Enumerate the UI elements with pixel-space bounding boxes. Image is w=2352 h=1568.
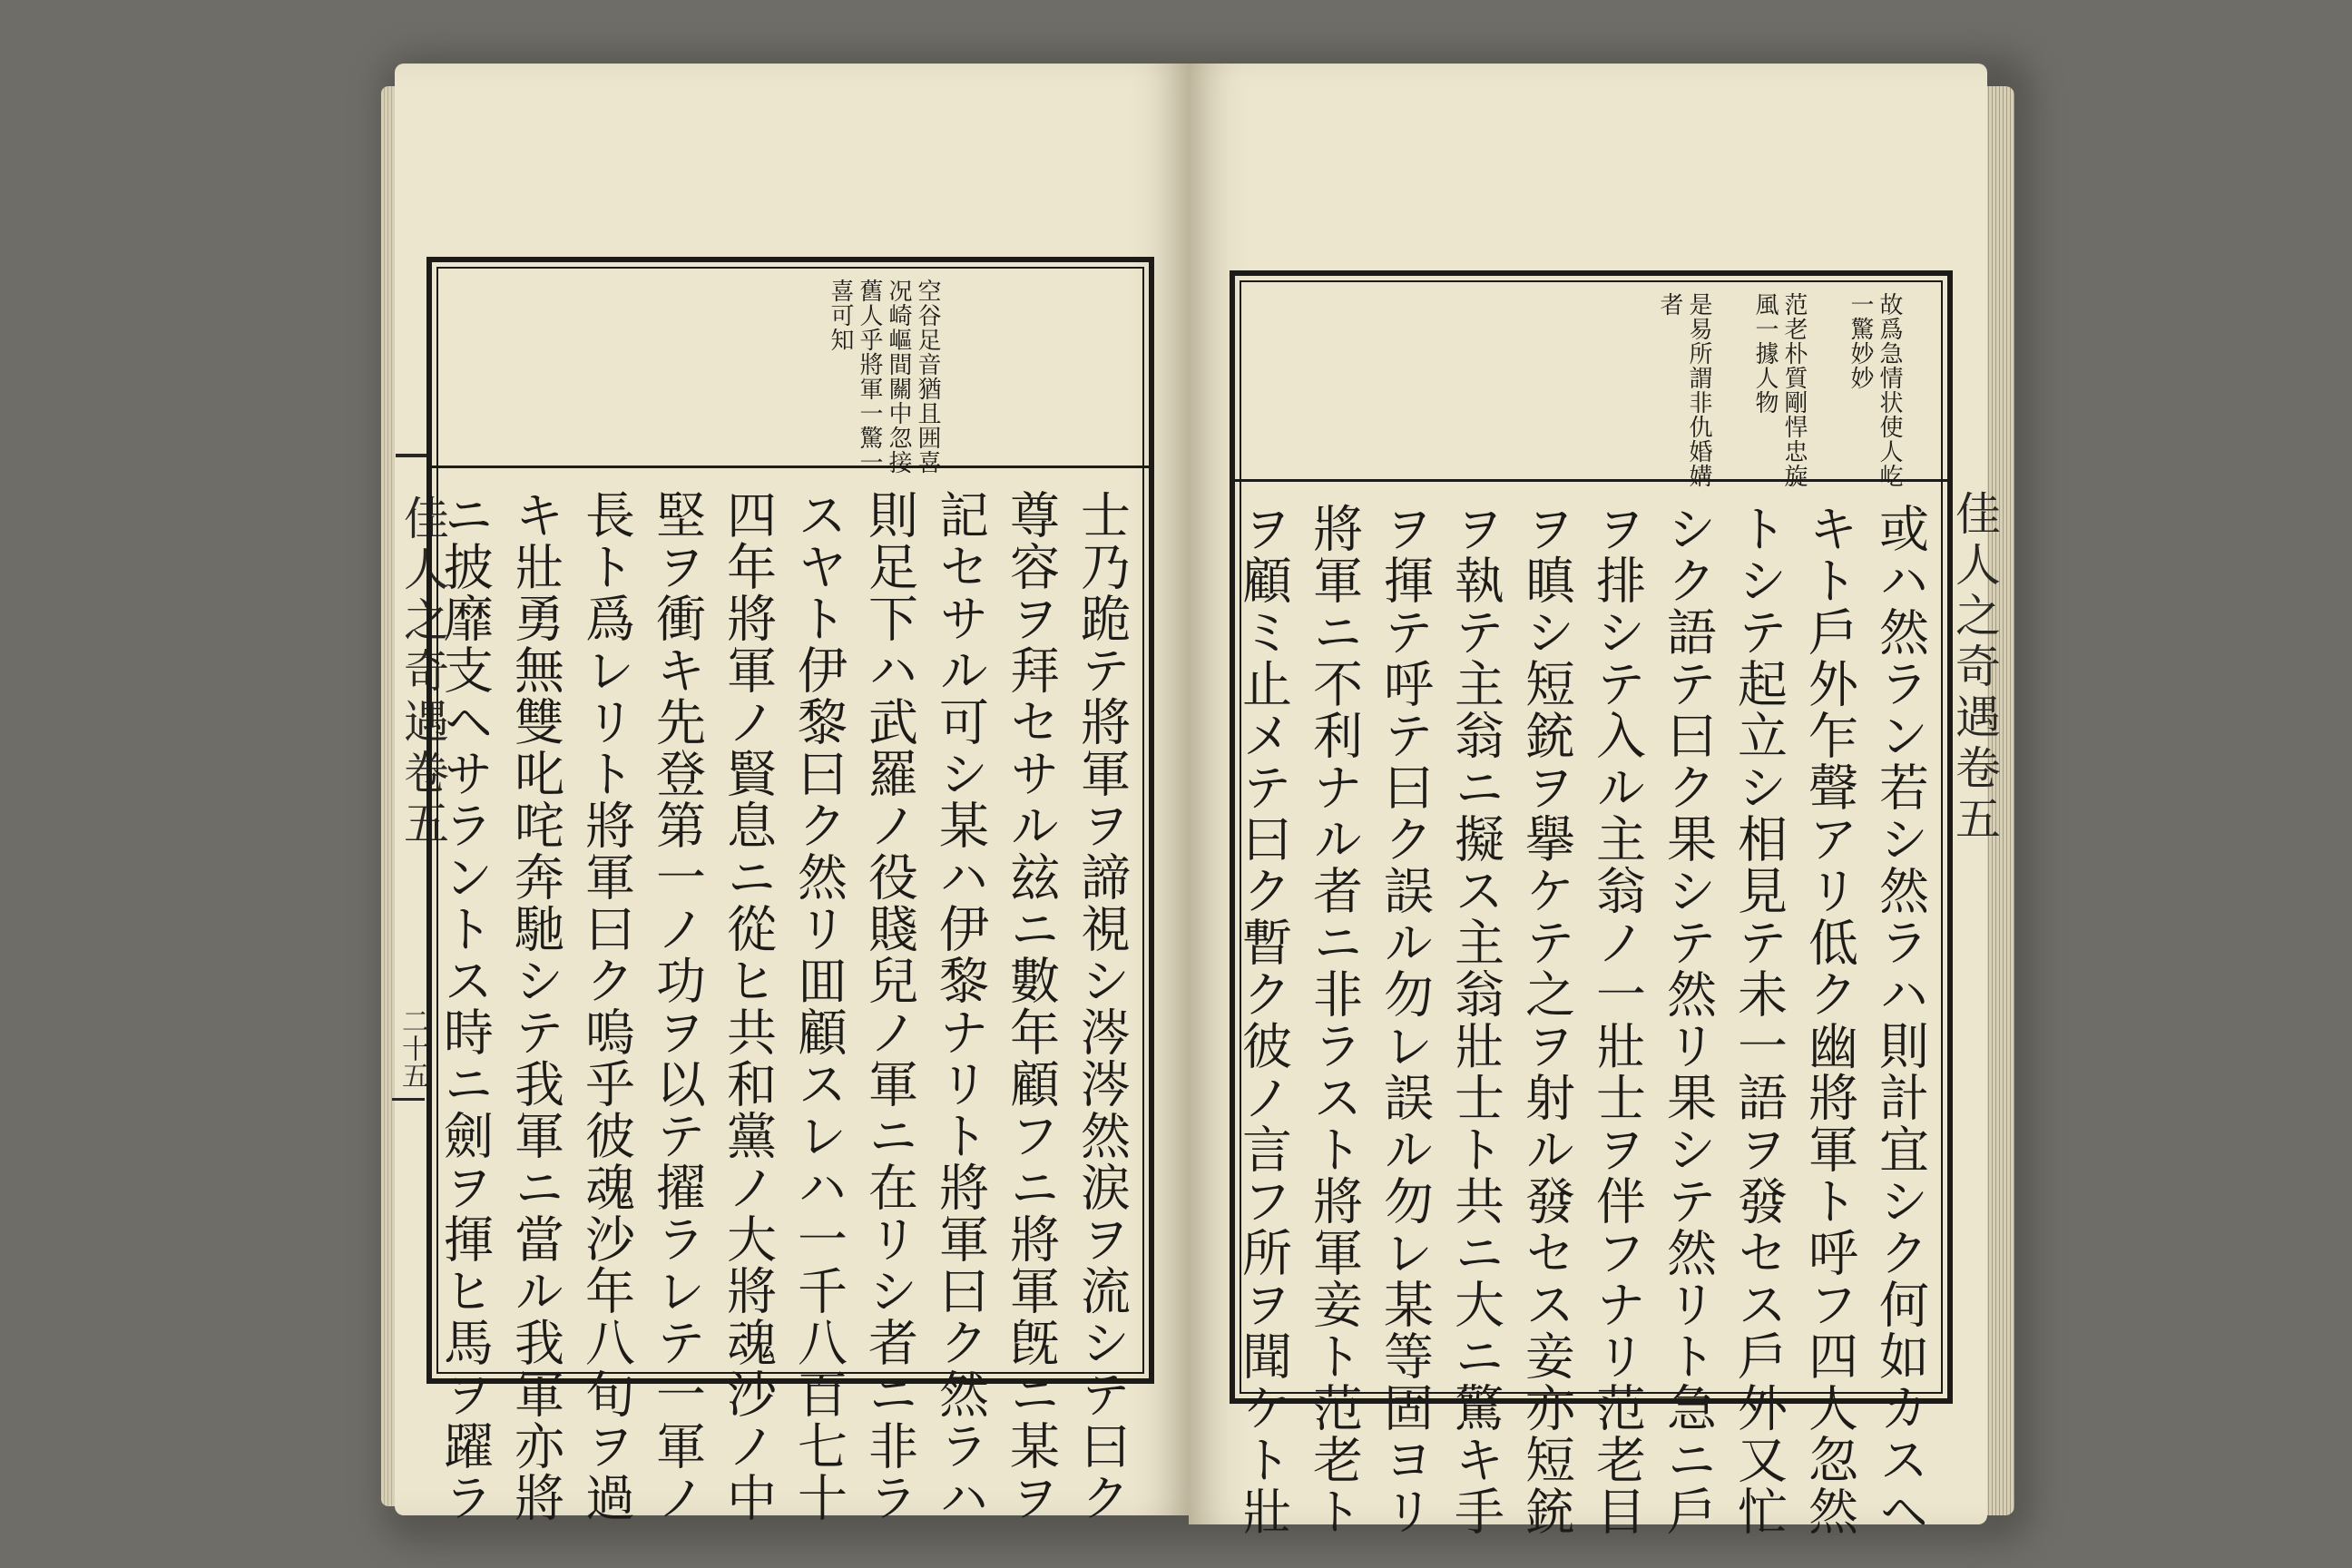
text-line: キ壯勇無雙叱咤奔馳シテ我軍ニ當ル我軍亦將 [506,489,564,1524]
headnote-line: 喜可知 [827,279,854,352]
left-gutter-title: 佳人之奇遇卷五 [397,495,449,850]
text-line: ヲ排シテ入ル主翁ノ一壯士ヲ伴フナリ范老目 [1588,503,1646,1537]
text-line: 記セサル可シ某ハ伊黎ナリト將軍曰ク然ラハ [931,489,989,1524]
headnote-line: 一驚妙妙 [1847,292,1874,390]
text-line: ヲ顧ミ止メテ曰ク暫ク彼ノ言フ所ヲ聞ケト壯 [1234,503,1292,1537]
text-line: キト戶外乍聲アリ低ク幽將軍ト呼フ四人忽然 [1800,503,1858,1537]
text-line: ヲ執テ主翁ニ擬ス主翁壯士ト共ニ大ニ驚キ手 [1446,503,1504,1537]
headnote-line: 風一據人物 [1751,292,1779,415]
text-line: ニ披靡支ヘサラントス時ニ劍ヲ揮ヒ馬ヲ躍ラ [436,489,494,1524]
headnote-line: 空谷足音猶且囲喜 [914,279,941,475]
headnote-line: 是易所謂非仇婚媾 [1685,292,1712,488]
headnote-line: 者 [1656,292,1683,317]
right-text-frame [1230,270,1953,1537]
left-headnote-rule [432,466,1149,468]
text-line: 士乃跪テ將軍ヲ諦視シ涔涔然涙ヲ流シテ曰ク [1073,489,1131,1524]
text-line: トシテ起立シ相見テ未一語ヲ發セス戶外又忙 [1730,503,1788,1537]
right-gutter-title: 佳人之奇遇卷五 [1948,490,2001,846]
text-line: 尊容ヲ拜セサル玆ニ數年顧フニ將軍旣ニ某ヲ [1002,489,1060,1524]
left-folio-number: 二十五 [397,1007,428,1089]
text-line: スヤト伊黎曰ク然リ囬顧スレハ一千八百七十 [789,489,848,1524]
text-line: 或ハ然ラン若シ然ラハ則計宜シク何如カスヘ [1871,503,1929,1537]
text-line: 將軍ニ不利ナル者ニ非ラスト將軍妾ト范老ト [1305,503,1363,1537]
right-headnote-rule [1235,479,1947,482]
text-line: ヲ揮テ呼テ曰ク誤ル勿レ誤ル勿レ某等固ヨリ [1376,503,1434,1537]
text-line: 四年將軍ノ賢息ニ從ヒ共和黨ノ大將魂沙ノ中 [719,489,777,1524]
text-line: 長ト爲レリト將軍曰ク嗚乎彼魂沙年八旬ヲ過 [577,489,635,1524]
headnote-line: 舊人乎將軍一驚一 [856,279,883,475]
headnote-line: 故爲急情状使人屹 [1876,292,1903,488]
text-line: 則足下ハ武羅ノ役賤兒ノ軍ニ在リシ者ニ非ラ [860,489,918,1524]
text-line: 堅ヲ衝キ先登第一ノ功ヲ以テ擢ラレテ一軍ノ [648,489,706,1524]
headnote-line: 范老朴質剛悍忠旋 [1780,292,1808,488]
left-text-frame [426,257,1154,1524]
text-line: シク語テ曰ク果シテ然リ果シテ然リト急ニ戶 [1659,503,1717,1537]
text-line: ヲ瞋シ短銃ヲ擧ケテ之ヲ射ル發セス妾亦短銃 [1517,503,1575,1537]
left-folio-rule [392,1098,425,1101]
headnote-line: 况崎嶇間關中忽接 [885,279,912,475]
